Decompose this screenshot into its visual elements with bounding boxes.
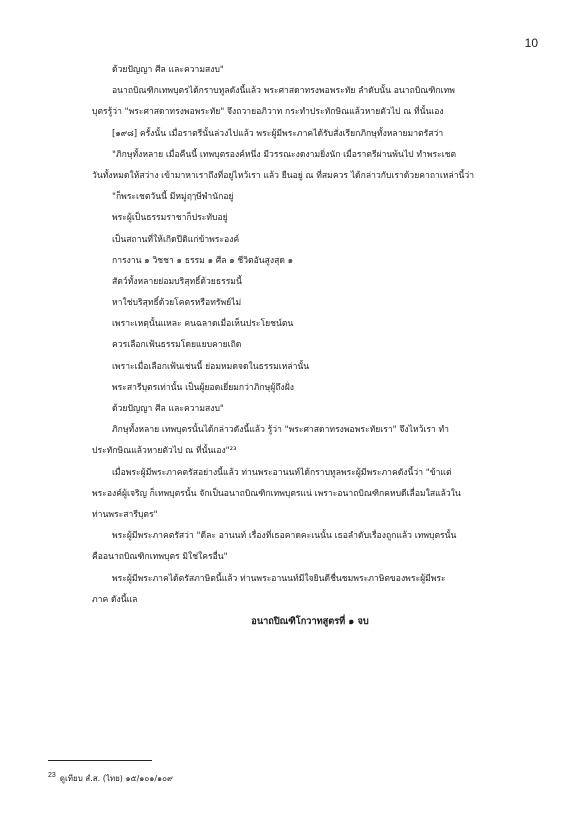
paragraph-line: ภิกษุทั้งหลาย เทพบุตรนั้นได้กล่าวดังนี้แล้ว รู้ว่า "พระศาสดาทรงพอพระทัยเรา" จึงไหว้เรา ทำ (112, 425, 450, 436)
paragraph-line: พระองค์ผู้เจริญ ก็เทพบุตรนั้น จักเป็นอนาถบิณฑิกเทพบุตรแน่ เพราะอนาถบิณฑิกคหบดีเลื่อมใสแล้วใน (92, 488, 461, 499)
sutta-closing-title: อนาถปิณฑิโกวาทสูตรที่ ๑ จบ (251, 615, 369, 627)
verse-line: สัตว์ทั้งหลายย่อมบริสุทธิ์ด้วยธรรมนี้ (112, 276, 242, 287)
verse-line: ควรเลือกเฟ้นธรรมโดยแยบคายเถิด (112, 340, 242, 351)
verse-line: เพราะเมื่อเลือกเฟ้นเช่นนี้ ย่อมหมดจดในธรรมเหล่านั้น (112, 361, 310, 372)
page-number: 10 (524, 36, 538, 50)
verse-line: เพราะเหตุนั้นแหละ คนฉลาดเมื่อเห็นประโยชน์ตน (112, 319, 294, 330)
verse-line: ด้วยปัญญา ศีล และความสงบ" (112, 404, 224, 414)
paragraph-line: เมื่อพระผู้มีพระภาคตรัสอย่างนี้แล้ว ท่านพระอานนท์ได้กราบทูลพระผู้มีพระภาคดังนี้ว่า "ข้าแต่ (112, 467, 452, 478)
verse-line: พระผู้เป็นธรรมราชาก็ประทับอยู่ (112, 213, 228, 224)
sutta-body-text (92, 60, 528, 632)
verse-line: "ก็พระเชตวันนี้ มีหมู่ฤๅษีพำนักอยู่ (112, 192, 234, 203)
paragraph-line: คืออนาถบิณฑิกเทพบุตร มิใช่ใครอื่น" (92, 552, 228, 563)
paragraph-line: อนาถบิณฑิกเทพบุตรได้กราบทูลดังนี้แล้ว พระศาสดาทรงพอพระทัย ลำดับนั้น อนาถบิณฑิกเทพ (112, 86, 455, 97)
verse-line: ด้วยปัญญา ศีล และความสงบ" (112, 65, 224, 75)
paragraph-line: ภาค ดังนี้แล (92, 594, 138, 605)
verse-line: พระสารีบุตรเท่านั้น เป็นผู้ยอดเยี่ยมกว่าภิกษุผู้ถึงฝั่ง (112, 382, 294, 393)
paragraph-line: พระผู้มีพระภาคได้ตรัสภาษิตนี้แล้ว ท่านพระอานนท์มีใจยินดีชื่นชมพระภาษิตของพระผู้มีพระ (112, 573, 446, 584)
paragraph-line: วันทั้งหมดให้สว่าง เข้ามาหาเราถึงที่อยู่ไหว้เรา แล้ว ยืนอยู่ ณ ที่สมควร ได้กล่าวกับเราด้วยคาถาเหล่านี้ว่า (92, 170, 475, 181)
paragraph-line: [๑๙๘] ครั้งนั้น เมื่อราตรีนั้นล่วงไปแล้ว พระผู้มีพระภาคได้รับสั่งเรียกภิกษุทั้งหลายมาตรัสว่า (112, 128, 444, 139)
paragraph-line: บุตรรู้ว่า "พระศาสดาทรงพอพระทัย" จึงถวายอภิวาท กระทำประทักษิณแล้วหายตัวไป ณ ที่นั้นเอง (92, 107, 444, 118)
paragraph-line: ท่านพระสารีบุตร" (92, 509, 158, 520)
footnote-number: 23 (48, 772, 56, 780)
verse-line: การงาน ๑ วิชชา ๑ ธรรม ๑ ศีล ๑ ชีวิตอันสูงสุด ๑ (112, 255, 294, 266)
paragraph-line: ประทักษิณแล้วหายตัวไป ณ ที่นั้นเอง"²³ (92, 446, 237, 457)
verse-line: หาใช่บริสุทธิ์ด้วยโคตรหรือทรัพย์ไม่ (112, 298, 242, 309)
footnote-divider (48, 760, 152, 761)
footnote (48, 772, 173, 785)
paragraph-line: พระผู้มีพระภาคตรัสว่า "ดีละ อานนท์ เรื่องที่เธอคาดคะเนนั้น เธอลำดับเรื่องถูกแล้ว เทพบุตรนั้น (112, 531, 457, 542)
paragraph-line: "ภิกษุทั้งหลาย เมื่อคืนนี้ เทพบุตรองค์หนึ่ง มีวรรณะงดงามยิ่งนัก เมื่อราตรีผ่านพ้นไป ทำพระเชต (112, 149, 457, 160)
footnote-text: ดูเทียบ สํ.ส. (ไทย) ๑๕/๑๐๑/๑๐๙ (59, 774, 173, 783)
verse-line: เป็นสถานที่ให้เกิดปีติแก่ข้าพระองค์ (112, 234, 240, 245)
